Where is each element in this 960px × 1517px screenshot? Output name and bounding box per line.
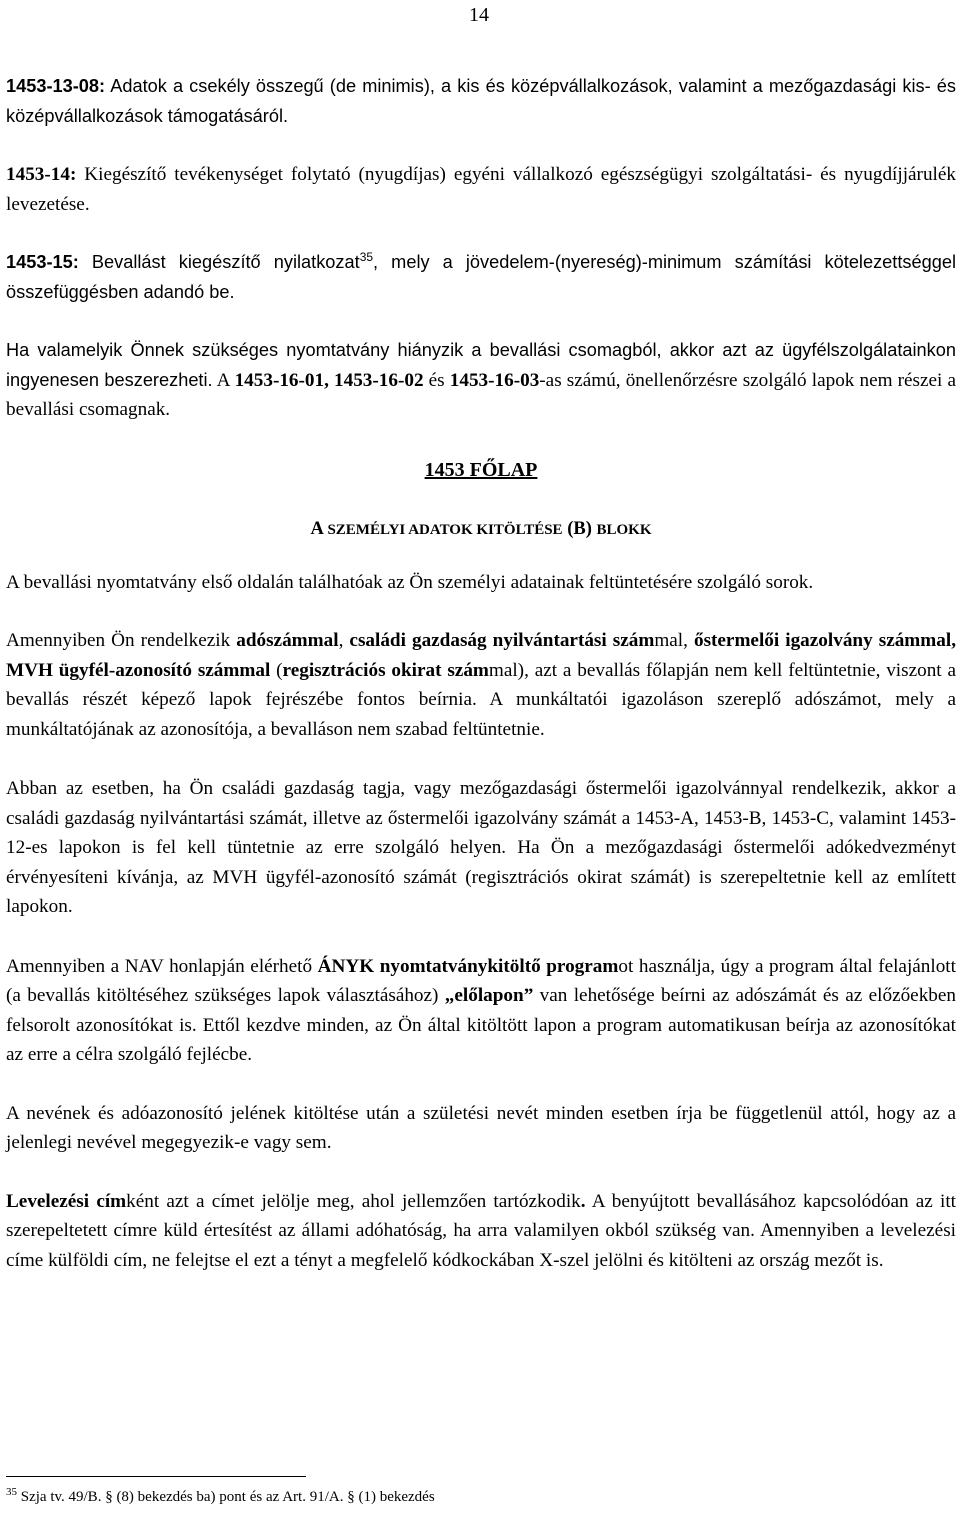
paragraph-family-farm: Abban az esetben, ha Ön családi gazdaság tagja, vagy mezőgazdasági őstermelői igazolvánnyal rendelkezik, akkor a családi gazdaság nyilvántartási számát, illetve az őstermelői igazolvány számát a 1453-A, 1453-B, 1453-C, valamint 1453-12-es lapokon is fel kell tüntetnie az erre szolgáló helyen. Ha Ön a mezőgazdasági őstermelői adókedvezményt érvényesíteni kívánja, az MVH ügyfél-azonosító számát (regisztrációs okirat számát) is szerepeltetnie kell az említett lapokon.: [6, 778, 956, 917]
form-code: 1453-13-08:: [6, 76, 106, 96]
paragraph-text: Kiegészítő tevékenységet folytató (nyugdíjas) egyéni vállalkozó egészségügyi szolgáltatási- és nyugdíjjárulék levezetése.: [6, 164, 956, 215]
footnote: [6, 1486, 435, 1506]
paragraph-mailing-address: [6, 1187, 956, 1276]
paragraph-anyk-program: [6, 952, 956, 1070]
emphasis: adószámmal: [236, 630, 339, 651]
paragraph-tax-number: [6, 626, 956, 744]
paragraph-1453-15: [6, 248, 956, 307]
section-heading: 1453 FŐLAP: [424, 458, 538, 481]
subheading-part: SZEMÉLYI ADATOK KITÖLTÉSE: [327, 522, 563, 538]
paragraph-text: ként azt a címet jelölje meg, ahol jellemzően tartózkodik: [126, 1190, 581, 1212]
paragraph-text: van lehetősége beírni az adószámát és az előzőekben felsorolt azonosítókat is. Ettől kezdve minden, az Ön által kitöltött lapon a program automatikusan beírja az azonosítókat az erre a célra szolgáló fejlécbe.: [6, 985, 956, 1065]
subheading-part: BLOKK: [596, 522, 652, 538]
paragraph-missing-forms: [6, 336, 956, 425]
paragraph-text: ,: [338, 630, 350, 651]
paragraph-text: ot használja, úgy a program által felajánlott (a bevallás kitöltéséhez szükséges lapok választásához): [6, 955, 956, 1006]
form-code: 1453-15:: [6, 252, 79, 272]
paragraph-text: mal), azt a bevallás főlapján nem kell feltüntetnie, viszont a bevallás részét képező lapok fejrészébe fontos beírnia. A munkáltatói igazoláson szereplő adószámot, mely a munkáltatójának az azonosítója, a bevalláson nem szabad feltüntetnie.: [6, 659, 956, 740]
page-number: 14: [469, 4, 489, 26]
footnote-number: 35: [6, 1486, 17, 1498]
document-body: [6, 72, 956, 1275]
footnote-reference: 35: [359, 249, 374, 264]
paragraph-1453-14: [6, 160, 956, 219]
paragraph-text: -as számú, önellenőrzésre szolgáló lapok nem részei a bevallási csomagnak.: [6, 369, 957, 420]
paragraph-1453-13-08: [6, 72, 956, 131]
paragraph-text: Adatok a csekély összegű (de minimis), a kis és középvállalkozások, valamint a mezőgazdasági kis- és középvállalkozások támogatásáról.: [6, 76, 956, 126]
emphasis: .: [580, 1190, 586, 1212]
footnote-text: Szja tv. 49/B. § (8) bekezdés ba) pont és az Art. 91/A. § (1) bekezdés: [17, 1489, 435, 1505]
paragraph-text: Ha valamelyik Önnek szükséges nyomtatvány hiányzik a bevallási csomagból, akkor azt az ügyfélszolgálatainkon ingyenesen beszerezheti.: [6, 340, 956, 390]
paragraph-text: Amennyiben Ön rendelkezik: [6, 630, 237, 651]
paragraph-personal-data: A bevallási nyomtatvány első oldalán találhatóak az Ön személyi adatainak feltüntetésére szolgáló sorok.: [6, 571, 814, 593]
footnote-separator: [6, 1476, 306, 1477]
section-subheading: [6, 515, 956, 546]
paragraph-text: A benyújtott bevallásához kapcsolódóan az itt szerepeltetett címre küld értesítést az állami adóhatóság, ha arra valamilyen okból szükség van. Amennyiben a levelezési címe külföldi cím, ne felejtse el ezt a tényt a megfelelő kódkockában X-szel jelölni és kitölteni az ország mezőt is.: [6, 1190, 956, 1271]
emphasis: családi gazdaság nyilvántartási szám: [349, 630, 655, 651]
emphasis: „előlapon”: [444, 985, 534, 1006]
paragraph-text: mal,: [654, 630, 694, 651]
subheading-part: A: [310, 519, 328, 539]
emphasis: regisztrációs okirat szám: [282, 659, 489, 681]
paragraph-text: Amennyiben a NAV honlapján elérhető: [6, 955, 318, 977]
paragraph-text: A: [212, 369, 235, 391]
paragraph-birth-name: A nevének és adóazonosító jelének kitöltése után a születési nevét minden esetben írja be függetlenül attól, hogy az a jelenlegi nevével megegyezik-e vagy sem.: [6, 1102, 956, 1153]
paragraph-text: , mely a jövedelem-(nyereség)-minimum számítási kötelezettséggel összefüggésben adandó be.: [6, 252, 956, 302]
form-codes: 1453-16-01, 1453-16-02: [234, 369, 424, 391]
subheading-part: (B): [562, 519, 597, 539]
paragraph-text: Bevallást kiegészítő nyilatkozat: [78, 252, 360, 272]
emphasis: Levelezési cím: [6, 1190, 127, 1212]
emphasis: ÁNYK nyomtatványkitöltő program: [317, 955, 619, 977]
form-code: 1453-14:: [6, 164, 77, 185]
emphasis: őstermelői igazolvány számmal, MVH ügyfél-azonosító számmal: [6, 630, 956, 681]
form-code: 1453-16-03: [449, 369, 540, 391]
paragraph-text: (: [270, 659, 283, 681]
paragraph-text: és: [423, 369, 450, 391]
